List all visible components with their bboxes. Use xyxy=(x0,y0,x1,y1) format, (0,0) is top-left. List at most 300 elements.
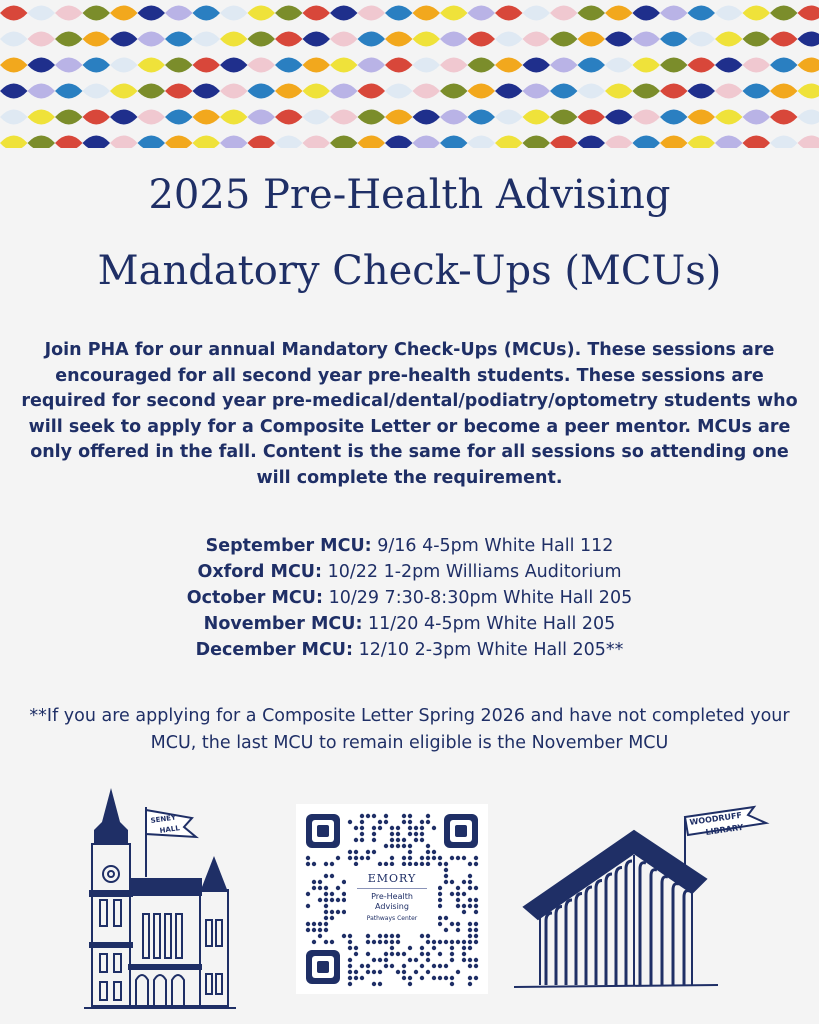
pattern-leaf xyxy=(275,110,303,125)
qr-dot xyxy=(438,904,442,908)
pattern-leaf xyxy=(688,136,716,149)
pattern-leaf xyxy=(220,6,248,21)
session-name: Oxford MCU: xyxy=(197,562,323,582)
pattern-leaf xyxy=(413,110,441,125)
pattern-leaf xyxy=(275,32,303,47)
qr-dot xyxy=(474,922,478,926)
qr-dot xyxy=(360,814,364,818)
qr-dot xyxy=(426,940,430,944)
qr-dot xyxy=(384,940,388,944)
qr-dot xyxy=(372,838,376,842)
qr-dot xyxy=(462,940,466,944)
qr-dot xyxy=(444,976,448,980)
qr-dot xyxy=(474,940,478,944)
qr-dot xyxy=(360,838,364,842)
qr-dot xyxy=(468,922,472,926)
qr-dot xyxy=(318,922,322,926)
qr-dot xyxy=(366,940,370,944)
pattern-leaf xyxy=(55,136,83,149)
qr-dot xyxy=(408,826,412,830)
pattern-leaf xyxy=(550,58,578,73)
pattern-leaf xyxy=(660,84,688,99)
qr-dot xyxy=(324,892,328,896)
pattern-leaf xyxy=(523,110,551,125)
qr-code[interactable] xyxy=(296,804,488,994)
qr-dot xyxy=(318,934,322,938)
qr-dot xyxy=(462,946,466,950)
pattern-leaf xyxy=(193,32,221,47)
qr-dot xyxy=(402,964,406,968)
qr-dot xyxy=(444,880,448,884)
qr-dot xyxy=(330,892,334,896)
pattern-leaf xyxy=(55,6,83,21)
qr-dot xyxy=(312,862,316,866)
qr-dot xyxy=(348,982,352,986)
pattern-leaf xyxy=(523,84,551,99)
pattern-leaf xyxy=(193,136,221,149)
qr-dot xyxy=(402,820,406,824)
pattern-leaf xyxy=(28,84,56,99)
qr-dot xyxy=(408,814,412,818)
pattern-leaf xyxy=(550,136,578,149)
qr-dot xyxy=(468,898,472,902)
pattern-leaf xyxy=(248,110,276,125)
qr-dot xyxy=(432,940,436,944)
qr-dot xyxy=(360,856,364,860)
qr-dot xyxy=(444,928,448,932)
qr-dot xyxy=(318,898,322,902)
pattern-leaf xyxy=(358,6,386,21)
qr-dot xyxy=(414,832,418,836)
qr-dot xyxy=(450,946,454,950)
qr-dot xyxy=(390,952,394,956)
pattern-leaf xyxy=(440,110,468,125)
pattern-leaf xyxy=(633,6,661,21)
qr-dot xyxy=(306,862,310,866)
pattern-leaf xyxy=(660,136,688,149)
qr-dot xyxy=(318,886,322,890)
qr-dot xyxy=(402,814,406,818)
qr-dot xyxy=(474,964,478,968)
pattern-leaf xyxy=(688,84,716,99)
session-oxford xyxy=(0,559,819,585)
qr-dot xyxy=(366,934,370,938)
qr-dot xyxy=(336,898,340,902)
library-column xyxy=(546,913,552,985)
pattern-leaf xyxy=(248,84,276,99)
qr-dot xyxy=(336,886,340,890)
qr-dot xyxy=(426,814,430,818)
qr-dot xyxy=(390,856,394,860)
qr-dot xyxy=(312,940,316,944)
session-name: November MCU: xyxy=(203,614,363,634)
qr-dot xyxy=(372,814,376,818)
qr-dot xyxy=(390,934,394,938)
qr-dot xyxy=(384,814,388,818)
qr-dot xyxy=(456,904,460,908)
qr-dot xyxy=(432,850,436,854)
pattern-leaf xyxy=(55,58,83,73)
pattern-leaf xyxy=(303,110,331,125)
pattern-leaf xyxy=(798,84,819,99)
session-september xyxy=(0,533,819,559)
pattern-leaf xyxy=(798,136,819,149)
qr-dot xyxy=(450,982,454,986)
qr-dot xyxy=(432,964,436,968)
library-column xyxy=(586,887,592,985)
qr-dot xyxy=(324,916,328,920)
pattern-leaf xyxy=(275,58,303,73)
qr-dot xyxy=(408,844,412,848)
pattern-leaf xyxy=(303,6,331,21)
pattern-leaf xyxy=(83,32,111,47)
qr-dot xyxy=(390,946,394,950)
pattern-leaf xyxy=(330,58,358,73)
pattern-leaf xyxy=(715,32,743,47)
pattern-leaf xyxy=(578,32,606,47)
session-october xyxy=(0,585,819,611)
library-column xyxy=(662,877,668,985)
pattern-leaf xyxy=(550,84,578,99)
pattern-leaf xyxy=(220,58,248,73)
qr-dot xyxy=(420,976,424,980)
qr-dot xyxy=(414,958,418,962)
qr-dot xyxy=(378,820,382,824)
pattern-leaf xyxy=(28,32,56,47)
pattern-leaf xyxy=(165,136,193,149)
qr-dot xyxy=(426,820,430,824)
qr-dot xyxy=(330,862,334,866)
qr-dot xyxy=(432,946,436,950)
qr-dot xyxy=(354,838,358,842)
qr-dot xyxy=(396,934,400,938)
qr-dot xyxy=(336,910,340,914)
pattern-leaf xyxy=(550,6,578,21)
library-flag-line-2: LIBRARY xyxy=(705,822,744,837)
qr-dot xyxy=(336,856,340,860)
qr-dot xyxy=(372,982,376,986)
qr-dot xyxy=(306,904,310,908)
pattern-leaf xyxy=(330,6,358,21)
pattern-leaf xyxy=(715,6,743,21)
pattern-leaf xyxy=(0,136,28,149)
pattern-leaf xyxy=(578,136,606,149)
library-column xyxy=(673,884,679,985)
pattern-leaf xyxy=(660,110,688,125)
qr-dot xyxy=(438,856,442,860)
library-column xyxy=(626,861,632,985)
qr-dot xyxy=(306,922,310,926)
qr-dot xyxy=(414,838,418,842)
qr-dot xyxy=(372,826,376,830)
pattern-leaf xyxy=(330,32,358,47)
qr-dot xyxy=(312,928,316,932)
library-flag-line-1: WOODRUFF xyxy=(689,810,743,827)
qr-dot xyxy=(396,838,400,842)
qr-dot xyxy=(426,952,430,956)
pattern-leaf xyxy=(495,6,523,21)
qr-dot xyxy=(468,886,472,890)
qr-dot xyxy=(468,946,472,950)
pattern-leaf xyxy=(83,6,111,21)
qr-dot xyxy=(474,934,478,938)
qr-dot xyxy=(390,838,394,842)
session-list xyxy=(0,533,819,663)
footnote: **If you are applying for a Composite Letter Spring 2026 and have not completed your MCU, the last MCU to remain eligible is the November MCU xyxy=(29,706,790,753)
qr-dot xyxy=(366,970,370,974)
qr-dot xyxy=(408,850,412,854)
qr-dot xyxy=(324,874,328,878)
qr-dot xyxy=(342,934,346,938)
qr-center-logo xyxy=(346,866,438,932)
pattern-leaf xyxy=(385,84,413,99)
qr-dot xyxy=(348,934,352,938)
pattern-leaf xyxy=(468,110,496,125)
pattern-leaf xyxy=(495,84,523,99)
qr-dot xyxy=(396,844,400,848)
pattern-leaf xyxy=(358,58,386,73)
pattern-leaf xyxy=(330,84,358,99)
pattern-leaf xyxy=(660,58,688,73)
pattern-leaf xyxy=(743,110,771,125)
qr-dot xyxy=(348,946,352,950)
session-details: 12/10 2-3pm White Hall 205** xyxy=(353,640,624,660)
pattern-leaf xyxy=(440,136,468,149)
pattern-leaf xyxy=(440,32,468,47)
pattern-leaf xyxy=(688,6,716,21)
qr-dot xyxy=(318,928,322,932)
qr-dot xyxy=(324,904,328,908)
qr-dot xyxy=(312,922,316,926)
qr-dot xyxy=(360,826,364,830)
pattern-leaf xyxy=(495,58,523,73)
qr-dot xyxy=(408,856,412,860)
qr-dot xyxy=(324,922,328,926)
qr-dot xyxy=(384,952,388,956)
pattern-leaf xyxy=(715,58,743,73)
qr-dot xyxy=(438,862,442,866)
pattern-leaf xyxy=(605,58,633,73)
pattern-leaf xyxy=(0,6,28,21)
pattern-leaf xyxy=(248,6,276,21)
qr-dot xyxy=(348,964,352,968)
pattern-leaf xyxy=(523,32,551,47)
pattern-leaf xyxy=(165,6,193,21)
pattern-leaf xyxy=(193,110,221,125)
pattern-leaf xyxy=(330,110,358,125)
qr-dot xyxy=(312,886,316,890)
pattern-leaf xyxy=(550,32,578,47)
qr-dot xyxy=(354,946,358,950)
qr-dot xyxy=(474,862,478,866)
qr-dot xyxy=(438,964,442,968)
qr-dot xyxy=(414,970,418,974)
qr-dot xyxy=(378,940,382,944)
pattern-leaf xyxy=(633,58,661,73)
pattern-leaf xyxy=(220,84,248,99)
pattern-leaf xyxy=(770,32,798,47)
pattern-leaf xyxy=(110,84,138,99)
session-name: September MCU: xyxy=(205,536,372,556)
qr-dot xyxy=(360,832,364,836)
pattern-leaf xyxy=(633,136,661,149)
pattern-leaf xyxy=(523,136,551,149)
qr-dot xyxy=(366,850,370,854)
pattern-leaf xyxy=(0,32,28,47)
qr-dot xyxy=(438,886,442,890)
qr-dot xyxy=(318,880,322,884)
qr-dot xyxy=(444,964,448,968)
qr-dot xyxy=(408,958,412,962)
page-title-line-1: 2025 Pre-Health Advising xyxy=(148,172,671,218)
qr-dot xyxy=(396,952,400,956)
pattern-leaf xyxy=(468,58,496,73)
qr-dot xyxy=(432,856,436,860)
pattern-leaf xyxy=(28,136,56,149)
qr-dot xyxy=(468,976,472,980)
pattern-leaf xyxy=(303,136,331,149)
session-details: 10/22 1-2pm Williams Auditorium xyxy=(322,562,622,582)
pattern-leaf xyxy=(248,58,276,73)
qr-dot xyxy=(444,868,448,872)
pattern-leaf xyxy=(660,32,688,47)
qr-dot xyxy=(468,940,472,944)
qr-dot xyxy=(468,862,472,866)
qr-dot xyxy=(462,880,466,884)
qr-dot xyxy=(474,886,478,890)
qr-dot xyxy=(426,850,430,854)
pattern-leaf xyxy=(605,6,633,21)
qr-dot xyxy=(354,856,358,860)
pattern-leaf xyxy=(275,6,303,21)
qr-dot xyxy=(456,970,460,974)
pattern-leaf xyxy=(28,6,56,21)
pattern-leaf xyxy=(633,84,661,99)
qr-dot xyxy=(378,970,382,974)
qr-dot xyxy=(420,832,424,836)
qr-dot xyxy=(474,928,478,932)
qr-dot xyxy=(408,832,412,836)
pattern-leaf xyxy=(770,6,798,21)
qr-dot xyxy=(396,940,400,944)
qr-dot xyxy=(402,952,406,956)
qr-dot xyxy=(438,898,442,902)
pattern-leaf xyxy=(495,110,523,125)
qr-finder-pattern xyxy=(306,950,340,984)
qr-dot xyxy=(360,820,364,824)
session-details: 9/16 4-5pm White Hall 112 xyxy=(371,536,614,556)
pattern-leaf xyxy=(688,32,716,47)
pattern-leaf xyxy=(83,84,111,99)
seney-hall-illustration xyxy=(80,782,240,1014)
pattern-leaf xyxy=(110,58,138,73)
qr-dot xyxy=(450,880,454,884)
qr-dot xyxy=(324,898,328,902)
qr-dot xyxy=(348,958,352,962)
qr-dot xyxy=(360,976,364,980)
qr-dot xyxy=(468,958,472,962)
pattern-leaf xyxy=(220,32,248,47)
pattern-leaf xyxy=(0,110,28,125)
library-column xyxy=(556,907,562,986)
qr-dot xyxy=(432,826,436,830)
pattern-leaf xyxy=(0,84,28,99)
qr-dot xyxy=(462,910,466,914)
pattern-leaf xyxy=(605,84,633,99)
pattern-leaf xyxy=(523,6,551,21)
qr-dot xyxy=(330,874,334,878)
qr-dot xyxy=(366,952,370,956)
qr-dot xyxy=(402,844,406,848)
pattern-leaf xyxy=(385,32,413,47)
pattern-leaf xyxy=(385,58,413,73)
qr-dot xyxy=(378,826,382,830)
pattern-leaf xyxy=(660,6,688,21)
qr-dot xyxy=(444,862,448,866)
qr-dot xyxy=(306,856,310,860)
library-column xyxy=(684,891,690,985)
pattern-leaf xyxy=(138,84,166,99)
session-december xyxy=(0,637,819,663)
qr-line-3: Pathways Center xyxy=(366,915,418,922)
qr-dot xyxy=(366,814,370,818)
qr-dot xyxy=(420,952,424,956)
pattern-leaf xyxy=(605,32,633,47)
pattern-leaf xyxy=(83,58,111,73)
pattern-leaf xyxy=(275,136,303,149)
pattern-leaf xyxy=(770,58,798,73)
pattern-leaf xyxy=(413,6,441,21)
pattern-leaf xyxy=(193,84,221,99)
qr-dot xyxy=(384,958,388,962)
qr-dot xyxy=(456,886,460,890)
pattern-leaf xyxy=(303,58,331,73)
qr-dot xyxy=(360,964,364,968)
qr-dot xyxy=(468,982,472,986)
qr-dot xyxy=(348,976,352,980)
pattern-leaf xyxy=(440,6,468,21)
qr-dot xyxy=(348,940,352,944)
pattern-leaf xyxy=(275,84,303,99)
seney-flag-line-1: SENEY xyxy=(150,813,177,825)
pattern-leaf xyxy=(743,58,771,73)
pattern-leaf xyxy=(110,6,138,21)
qr-dot xyxy=(450,940,454,944)
pattern-leaf xyxy=(165,84,193,99)
qr-dot xyxy=(450,958,454,962)
pattern-leaf xyxy=(605,136,633,149)
qr-dot xyxy=(426,934,430,938)
pattern-leaf xyxy=(798,110,819,125)
pattern-leaf xyxy=(715,110,743,125)
qr-dot xyxy=(378,958,382,962)
qr-dot xyxy=(366,964,370,968)
qr-dot xyxy=(372,832,376,836)
qr-dot xyxy=(348,850,352,854)
pattern-leaf xyxy=(138,136,166,149)
qr-dot xyxy=(474,904,478,908)
pattern-leaf xyxy=(468,136,496,149)
pattern-leaf xyxy=(743,6,771,21)
qr-dot xyxy=(408,946,412,950)
qr-dot xyxy=(348,856,352,860)
pattern-leaf xyxy=(578,84,606,99)
qr-line-2: Advising xyxy=(375,902,409,911)
qr-dot xyxy=(306,892,310,896)
pattern-leaf xyxy=(165,32,193,47)
pattern-leaf xyxy=(55,84,83,99)
qr-dot xyxy=(456,898,460,902)
